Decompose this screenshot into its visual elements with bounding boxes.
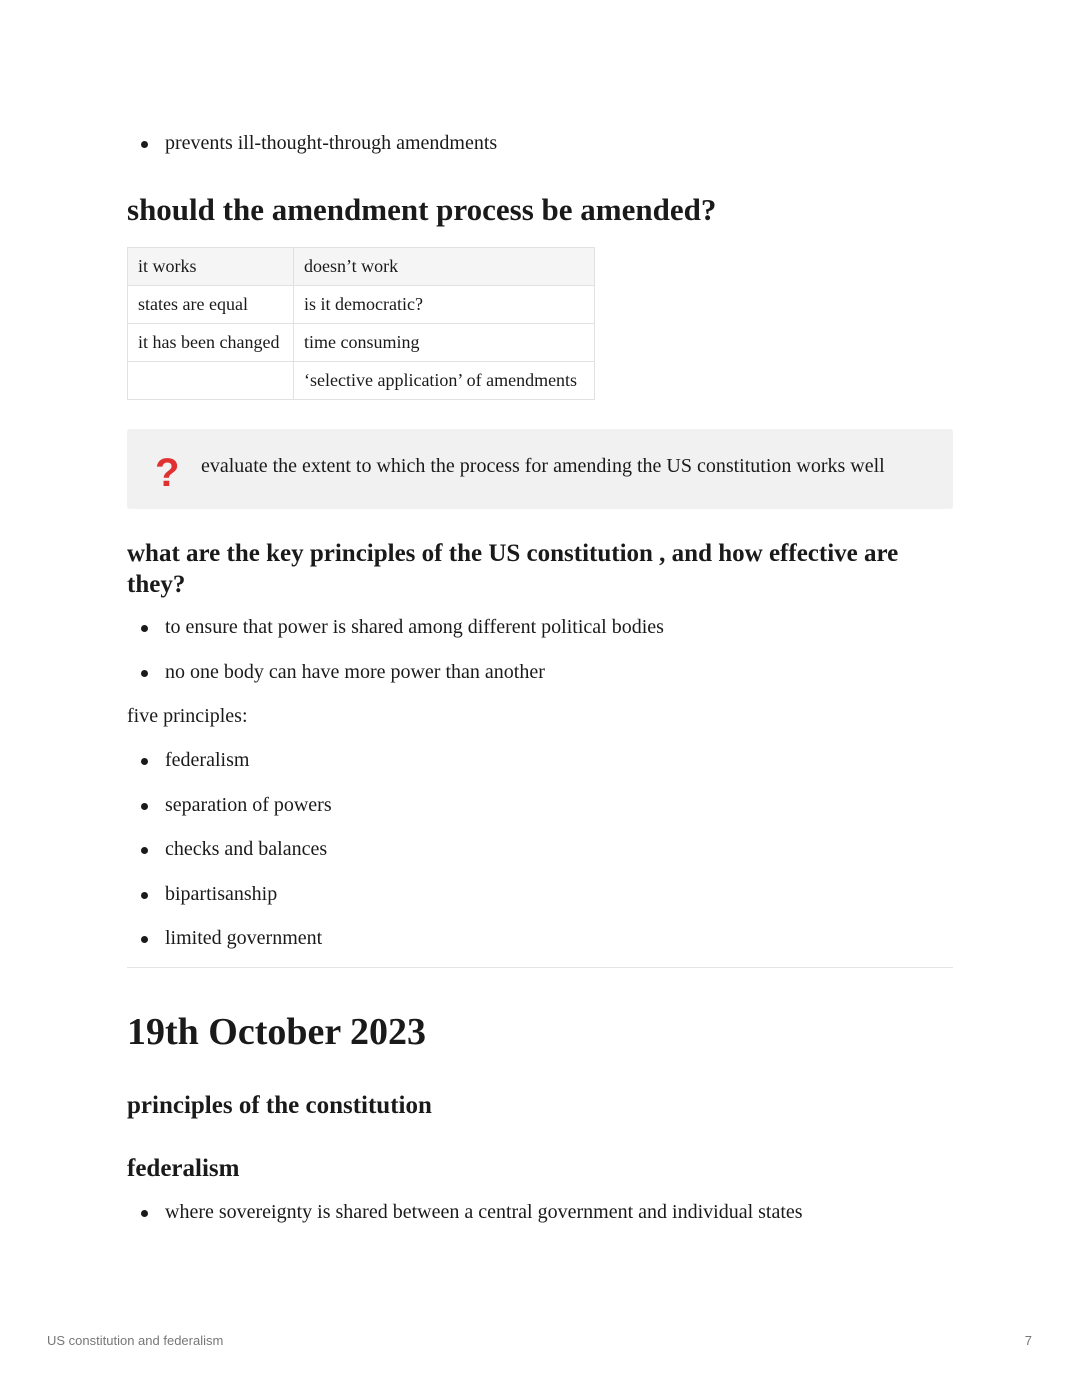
table-row: [128, 286, 595, 324]
table-header-row: [128, 248, 595, 286]
footer-title: US constitution and federalism: [47, 1333, 224, 1348]
federalism-bullet-list: [127, 1200, 953, 1224]
table-cell: is it democratic?: [294, 286, 595, 324]
table-header-cell: it works: [128, 248, 294, 286]
table-cell: time consuming: [294, 324, 595, 362]
comparison-table: [127, 247, 595, 400]
list-item: prevents ill-thought-through amendments: [127, 131, 953, 155]
list-item: where sovereignty is shared between a central government and individual states: [127, 1200, 953, 1224]
divider: [127, 967, 953, 968]
five-principles-list: [127, 748, 953, 950]
page-number: 7: [1024, 1333, 1032, 1348]
list-item: checks and balances: [127, 837, 953, 861]
principles-bullet-list: [127, 615, 953, 684]
callout-text: evaluate the extent to which the process for amending the US constitution works well: [201, 455, 885, 477]
table-row: [128, 362, 595, 400]
table-row: [128, 324, 595, 362]
list-item: separation of powers: [127, 793, 953, 817]
amendment-heading: should the amendment process be amended?: [127, 192, 717, 227]
federalism-heading: federalism: [127, 1155, 240, 1182]
question-callout: [127, 429, 953, 509]
top-bullet-list: [127, 131, 953, 155]
list-item: federalism: [127, 748, 953, 772]
list-item: bipartisanship: [127, 882, 953, 906]
table-cell: it has been changed: [128, 324, 294, 362]
date-heading: 19th October 2023: [127, 1011, 427, 1053]
question-mark-icon: ?: [155, 451, 180, 495]
list-item: limited government: [127, 926, 953, 950]
table-cell: ‘selective application’ of amendments: [294, 362, 595, 400]
list-item: to ensure that power is shared among different political bodies: [127, 615, 953, 639]
list-item: no one body can have more power than another: [127, 660, 953, 684]
table-cell: [128, 362, 294, 400]
table-header-cell: doesn’t work: [294, 248, 595, 286]
five-principles-label: five principles:: [127, 705, 248, 727]
table-cell: states are equal: [128, 286, 294, 324]
principles-heading: what are the key principles of the US constitution , and how effective are they?: [127, 540, 899, 598]
constitution-heading: principles of the constitution: [127, 1092, 432, 1119]
